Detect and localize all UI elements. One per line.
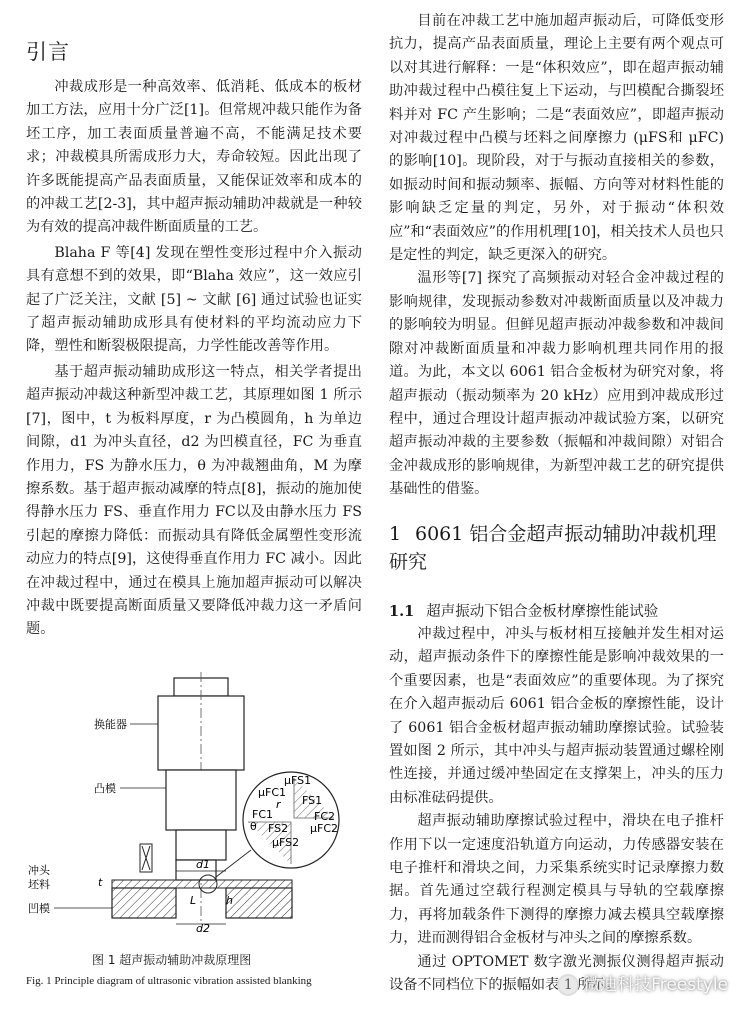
wechat-logo-icon bbox=[557, 974, 579, 996]
subsection-number: 1.1 bbox=[389, 603, 415, 620]
left-paragraph-1: 冲裁成形是一种高效率、低消耗、低成本的板材加工方法，应用十分广泛[1]。但常规冲裁只能作为备坯工序，加工表面质量普遍不高，不能满足技术要求；冲裁模具所需成形力大，寿命较短。因此出现了许多既能提高产品表面质量，又能保证效率和成本的的冲裁工艺[2-3]，其中超声振动辅助冲裁就是一种较为有效的提高冲裁件断面质量的工艺。 bbox=[26, 79, 362, 236]
intro-heading: 引言 bbox=[26, 40, 70, 64]
figure-1-diagram bbox=[26, 672, 362, 934]
label-mu-fc2: μFC2 bbox=[310, 822, 339, 835]
die-left bbox=[112, 888, 176, 918]
label-mu-fc1: μFC1 bbox=[258, 786, 287, 799]
label-fc1: FC1 bbox=[252, 808, 274, 821]
label-h: h bbox=[226, 894, 233, 907]
right-paragraph-1: 目前在冲裁工艺中施加超声振动后，可降低变形抗力，提高产品表面质量，理论上主要有两个观点可以对其进行解释：一是“体积效应”，即在超声振动辅助冲裁过程中凸模往复上下运动，与凹模配合撕裂坯料并对 FC 产生影响；二是“表面效应”，即超声振动对冲裁过程中凸模与坯料之间摩擦力 (μFS和 μFC) 的影响[10]。现阶段，对于与振动直接相关的参数，如振动时间和振动频率、振幅、方向等对材料性能的影响缺乏定量的判定，另外，对于振动“体积效应”和“表面效应”的作用机理[10]，相关技术人员也只是定性的判定，缺乏更深入的研究。 bbox=[389, 13, 724, 264]
section-title: 6061 铝合金超声振动辅助冲裁机理研究 bbox=[389, 523, 717, 573]
left-paragraph-3: 基于超声振动辅助成形这一特点，相关学者提出超声振动冲裁这种新型冲裁工艺，其原理如图 1 所示[7]，图中，t 为板料厚度，r 为凸模圆角，h 为单边间隙，d1 为冲头直径，d2 为凹模直径，FC 为垂直作用力，FS 为静水压力，θ 为冲裁翘曲角，M 为摩擦系数。基于超声振动减摩的特点[8]，振动的施加使得静水压力 FS、垂直作用力 FC以及由静水压力 FS引起的摩擦力降低：而振动具有降低金属塑性变形流动应力的特点[9]，这使得垂直作用力 FC 减小。因此在冲裁过程中，通过在模具上施加超声振动可以解决冲裁中既要提高断面质量又要降低冲裁力这一矛盾问题。 bbox=[26, 363, 362, 638]
right-paragraph-3: 冲裁过程中，冲头与板材相互接触并发生相对运动，超声振动条件下的摩擦性能是影响冲裁效果的一个重要因素，也是“表面效应”的重要体现。为了探究在介入超声振动后 6061 铝合金板的摩擦性能，设计了 6061 铝合金板材超声振动辅助摩擦试验。试验装置如图 2 所示，其中冲头与超声振动装置通过螺栓刚性连接，并通过缓冲垫固定在支撑架上，冲头的压力由标准砝码提供。 bbox=[389, 626, 724, 806]
label-fs2: FS2 bbox=[268, 822, 289, 835]
label-punch: 凸模 bbox=[94, 782, 116, 795]
watermark-text: 微迪科技Freestyle bbox=[583, 975, 728, 995]
label-d1: d1 bbox=[196, 858, 210, 871]
punch-body bbox=[166, 770, 236, 830]
label-t: t bbox=[98, 876, 103, 889]
label-theta: θ bbox=[250, 820, 257, 833]
label-mu-fs1: μFS1 bbox=[284, 774, 312, 787]
label-die: 凹模 bbox=[28, 902, 50, 915]
section-number: 1 bbox=[389, 523, 402, 545]
left-paragraph-2: Blaha F 等[4] 发现在塑性变形过程中介入振动具有意想不到的效果，即“Blaha 效应”，这一效应引起了广泛关注，文献 [5] ~ 文献 [6] 通过试验也证实了超声振动辅助成形具有使材料的平均流动应力下降，塑性和断裂极限提高，力学性能改善等作用。 bbox=[26, 244, 362, 355]
label-L: L bbox=[190, 894, 197, 907]
right-paragraph-4: 超声振动辅助摩擦试验过程中，滑块在电子推杆作用下以一定速度沿轨道方向运动，力传感器安装在电子推杆和滑块之间，力采集系统实时记录摩擦力数据。首先通过空载行程测定模具与导轨的空载摩擦力，再将加载条件下测得的摩擦力减去模具空载摩擦力，进而测得铝合金板材与冲头之间的摩擦系数。 bbox=[389, 813, 724, 947]
right-paragraph-2: 温形等[7] 探究了高频振动对轻合金冲裁过程的影响规律，发现振动参数对冲裁断面质量以及冲裁力的影响较为明显。但鲜见超声振动冲裁参数和冲裁间隙对冲裁断面质量和冲裁力影响机理共同作用的报道。为此，本文以 6061 铝合金板材为研究对象，将超声振动（振动频率为 20 kHz）应用到冲裁成形过程中，通过合理设计超声振动冲裁试验方案，以研究超声振动冲裁的主要参数（振幅和冲裁间隙）对铝合金冲裁成形的影响规律，为新型冲裁工艺的研究提供基础性的借鉴。 bbox=[389, 270, 724, 498]
label-transducer: 换能器 bbox=[94, 718, 127, 731]
subsection-heading bbox=[389, 601, 724, 623]
figure-caption-en: Fig. 1 Principle diagram of ultrasonic vibration assisted blanking bbox=[26, 975, 312, 987]
label-d2: d2 bbox=[196, 922, 210, 934]
punch-neck bbox=[176, 830, 226, 860]
watermark bbox=[557, 970, 728, 996]
subsection-title: 超声振动下铝合金板材摩擦性能试验 bbox=[426, 604, 659, 620]
label-fs1: FS1 bbox=[302, 794, 323, 807]
right-paragraph-5: 通过 OPTOMET 数字激光测振仪测得超声振动设备不同档位下的振幅如表 1 所示。 bbox=[389, 953, 724, 994]
section-heading bbox=[389, 520, 724, 576]
figure-caption-cn: 图 1 超声振动辅助冲裁原理图 bbox=[92, 953, 252, 967]
label-r: r bbox=[276, 798, 281, 811]
label-mu-fs2: μFS2 bbox=[272, 836, 300, 849]
blank-sheet bbox=[112, 880, 292, 888]
label-punch-head: 冲头 bbox=[28, 864, 50, 877]
label-fc2: FC2 bbox=[314, 810, 336, 823]
die-right bbox=[226, 888, 292, 918]
label-blank: 坯料 bbox=[28, 878, 50, 891]
